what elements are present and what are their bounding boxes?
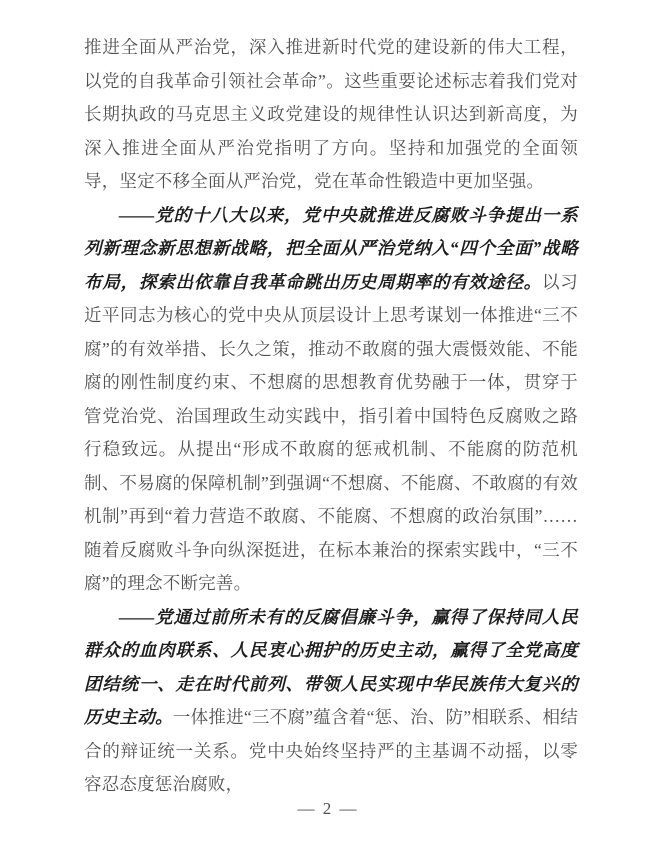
text-run-bold: ——党的十八大以来，党中央就推进反腐败斗争提出一系列新理念新思想新战略，把全面从严治党纳入“四个全面”战略布局，探索出依靠自我革命跳出历史周期率的有效途径。 — [84, 204, 578, 292]
paragraph-dash-2 — [84, 601, 578, 802]
paragraph-continuation — [84, 31, 578, 199]
page-number: — 2 — — [297, 799, 359, 818]
text-run-regular: 一体推进“三不腐”蕴含着“惩、治、防”相联系、相结合的辩证统一关系。党中央始终坚持严的主基调不动摇，以零容忍态度惩治腐败， — [84, 707, 579, 794]
text-run-regular: 推进全面从严治党，深入推进新时代党的建设新的伟大工程，以党的自我革命引领社会革命”。这些重要论述标志着我们党对长期执政的马克思主义政党建设的规律性认识达到新高度，为深入推进全面从严治党指明了方向。坚持和加强党的全面领导，坚定不移全面从严治党，党在革命性锻造中更加坚强。 — [84, 37, 578, 191]
text-run-bold: ——党通过前所未有的反腐倡廉斗争，赢得了保持同人民群众的血肉联系、人民衷心拥护的历史主动，赢得了全党高度团结统一、走在时代前列、带领人民实现中华民族伟大复兴的历史主动。 — [84, 606, 578, 727]
paragraph-dash-1 — [84, 199, 578, 601]
text-run-regular: 以习近平同志为核心的党中央从顶层设计上思考谋划一体推进“三不腐”的有效举措、长久之策，推动不敢腐的强大震慑效能、不能腐的刚性制度约束、不想腐的思想教育优势融于一体，贯穿于管党治党、治国理政生动实践中，指引着中国特色反腐败之路行稳致远。从提出“形成不敢腐的惩戒机制、不能腐的防范机制、不易腐的保障机制”到强调“不想腐、不能腐、不敢腐的有效机制”再到“着力营造不敢腐、不能腐、不想腐的政治氛围”……随着反腐败斗争向纵深挺进，在标本兼治的探索实践中，“三不腐”的理念不断完善。 — [84, 271, 579, 593]
document-body — [84, 31, 578, 802]
